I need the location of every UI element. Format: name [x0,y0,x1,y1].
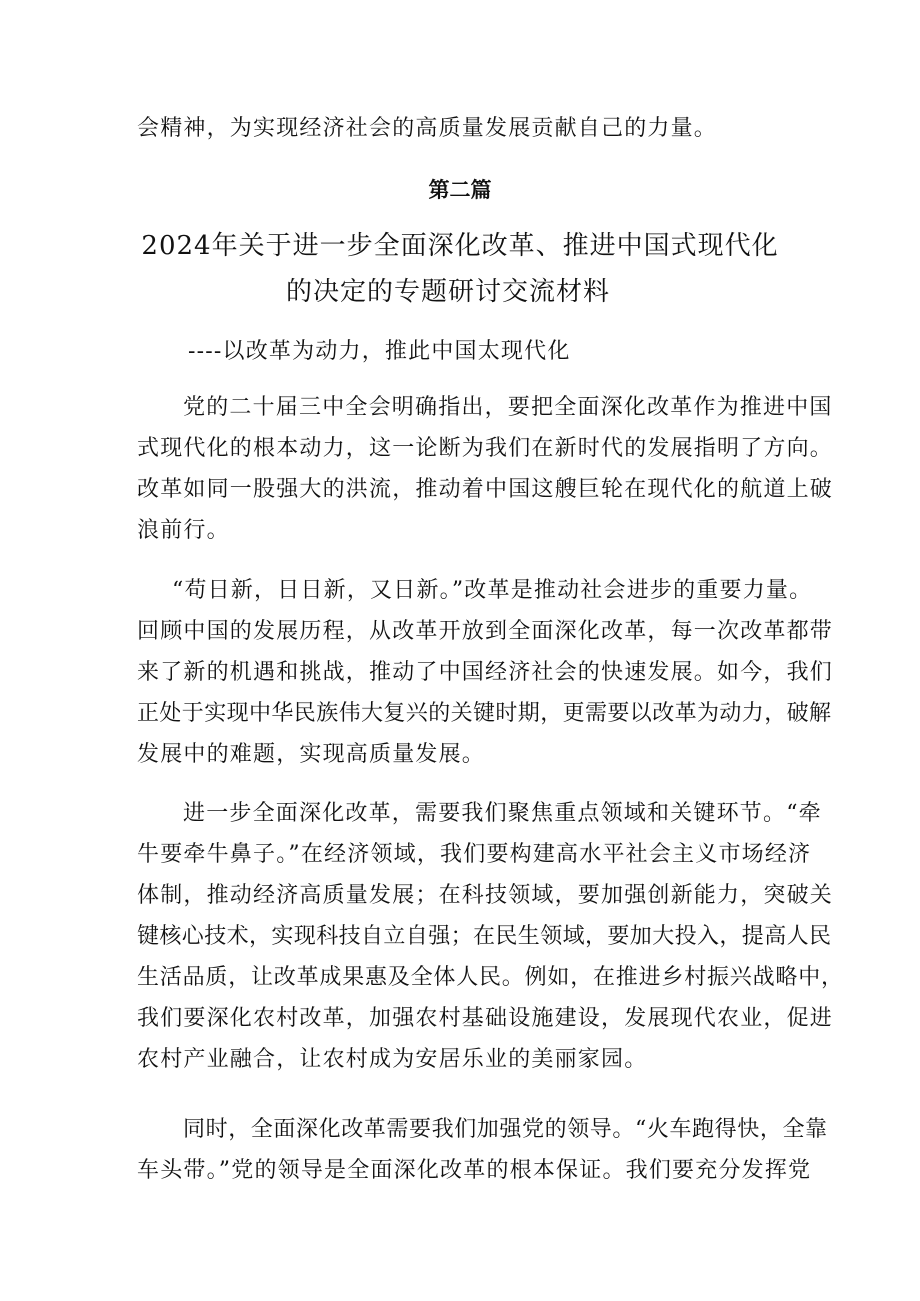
subtitle: ----以改革为动力，推此中国太现代化 [188,339,571,364]
title-line-1: 2024年关于进一步全面深化改革、推进中国式现代化 [141,231,779,261]
paragraph-line: 浪前行。 [137,518,230,543]
title-line-2: 的决定的专题研讨交流材料 [285,277,610,307]
paragraph-line: 发展中的难题，实现高质量发展。 [137,742,486,767]
paragraph-line: “苟日新，日日新，又日新。”改革是推动社会进步的重要力量。 [172,578,813,603]
paragraph-line: 改革如同一股强大的洪流，推动着中国这艘巨轮在现代化的航道上破 [137,477,834,502]
paragraph-line: 正处于实现中华民族伟大复兴的关键时期，更需要以改革为动力，破解 [137,701,832,726]
paragraph-line: 农村产业融合，让农村成为安居乐业的美丽家园。 [137,1047,648,1072]
paragraph-line: 回顾中国的发展历程，从改革开放到全面深化改革，每一次改革都带 [137,619,834,644]
paragraph-line: 同时，全面深化改革需要我们加强党的领导。“火车跑得快，全靠 [183,1117,828,1142]
paragraph-line: 车头带。”党的领导是全面深化改革的根本保证。我们要充分发挥党 [137,1158,812,1183]
section-label: 第二篇 [428,178,492,202]
paragraph-line: 党的二十届三中全会明确指出，要把全面深化改革作为推进中国 [183,395,833,420]
paragraph-line: 键核心技术，实现科技自立自强；在民生领域，要加大投入，提高人民 [137,924,832,949]
paragraph-line: 牛要牵牛鼻子。”在经济领域，我们要构建高水平社会主义市场经济 [137,842,812,867]
paragraph-line: 生活品质，让改革成果惠及全体人民。例如，在推进乡村振兴战略中， [137,965,844,990]
paragraph-line: 进一步全面深化改革，需要我们聚焦重点领域和关键环节。“牵 [183,801,822,826]
lead-line: 会精神，为实现经济社会的高质量发展贡献自己的力量。 [137,116,718,141]
paragraph-line: 体制，推动经济高质量发展；在科技领域，要加强创新能力，突破关 [137,883,834,908]
paragraph-line: 来了新的机遇和挑战，推动了中国经济社会的快速发展。如今，我们 [137,660,834,685]
paragraph-line: 我们要深化农村改革，加强农村基础设施建设，发展现代农业，促进 [137,1006,834,1031]
paragraph-line: 式现代化的根本动力，这一论断为我们在新时代的发展指明了方向。 [137,436,834,461]
